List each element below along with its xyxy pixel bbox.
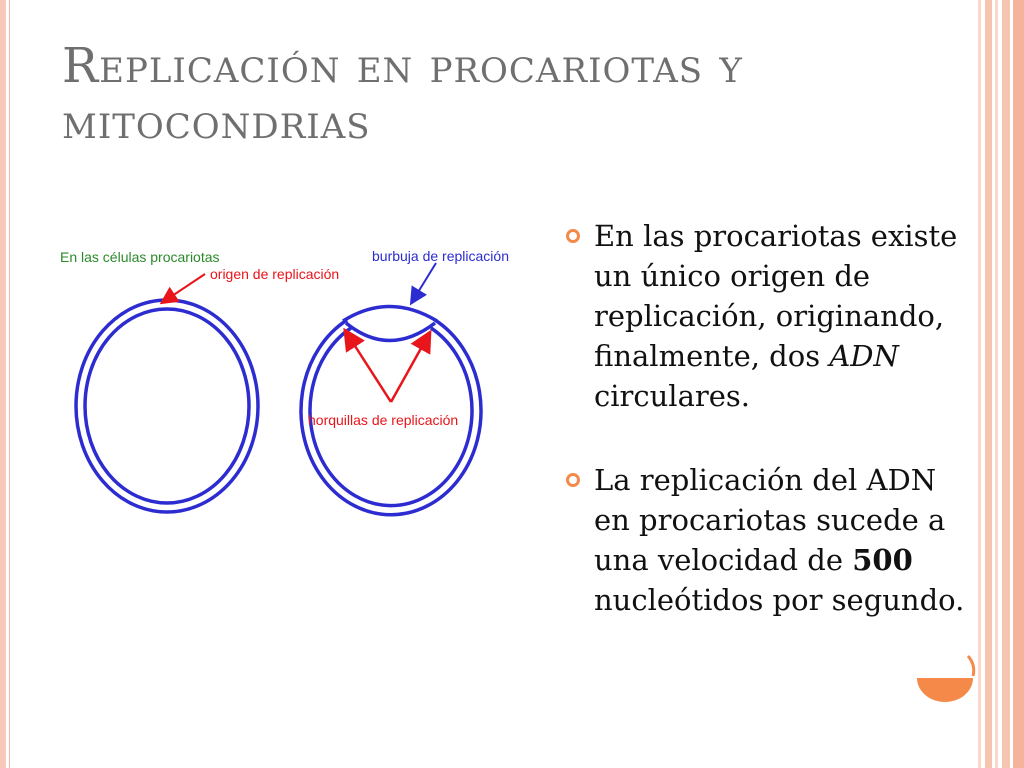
label-replication-forks: horquillas de replicación — [308, 412, 459, 428]
bullet-list — [566, 216, 966, 664]
left-decorative-bar — [0, 0, 6, 768]
bullet-text-end: nucleótidos por segundo. — [594, 583, 965, 617]
label-prokaryotic-cells: En las células procariotas — [60, 249, 220, 265]
label-replication-origin: origen de replicación — [210, 266, 340, 282]
fork-arrow-right — [391, 334, 429, 402]
circle-bullet-icon — [566, 229, 580, 243]
bullet-item — [566, 460, 966, 620]
label-replication-bubble: burbuja de replicación — [372, 248, 509, 264]
circular-dna-left — [76, 300, 258, 512]
bullet-text: En las procariotas existe un único origen de replicación, originando, finalmente, dos — [594, 219, 958, 373]
bubble-arrow — [412, 263, 436, 302]
left-decorative-line — [9, 0, 10, 768]
bullet-item — [566, 216, 966, 416]
bullet-text: La replicación del ADN en procariotas sucede a una velocidad de — [594, 463, 946, 577]
slide-title: Replicación en procariotas y mitocondrias — [62, 38, 743, 150]
bullet-emphasis: ADN — [829, 339, 899, 373]
bullet-text-end: circulares. — [594, 379, 750, 413]
bullet-strong: 500 — [852, 543, 913, 577]
circle-bullet-icon — [566, 473, 580, 487]
corner-circle-badge — [915, 646, 977, 704]
origin-arrow — [163, 274, 205, 302]
replication-diagram — [55, 230, 535, 560]
fork-arrow-left — [346, 332, 391, 402]
circular-dna-right — [301, 307, 481, 515]
